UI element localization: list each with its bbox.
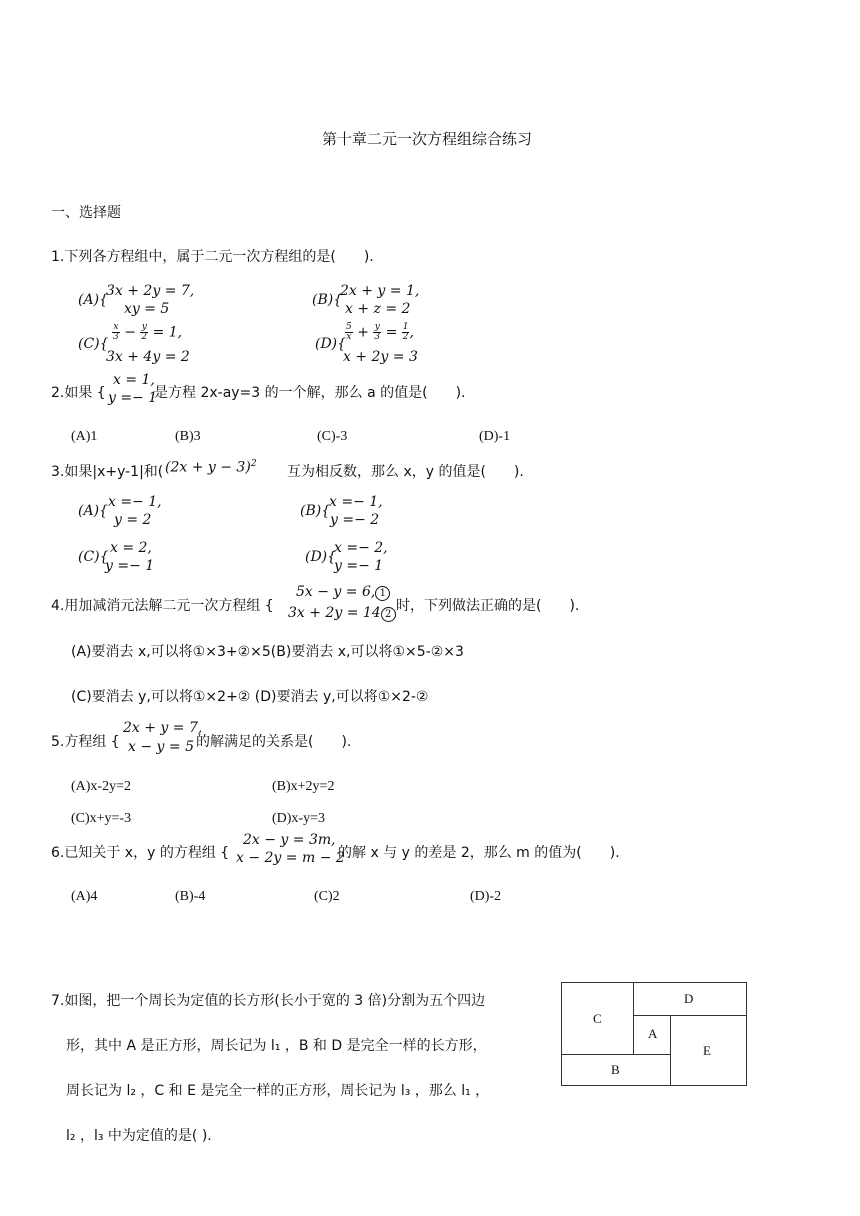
q2-option-a: (A)1	[71, 429, 98, 444]
q2-prefix: 2.如果 {	[51, 385, 106, 401]
q1-d-frac1: $\frac{5}{x}$	[346, 322, 352, 342]
q4-prefix: 4.用加减消元法解二元一次方程组 {	[51, 598, 274, 614]
q6-option-b: (B)-4	[175, 889, 206, 904]
fig-label-d: D	[684, 991, 694, 1006]
q3-suffix: 互为相反数，那么 x，y 的值是( ).	[287, 464, 524, 480]
fig-label-b: B	[611, 1062, 620, 1077]
q2-option-b: (B)3	[175, 429, 201, 444]
q5-line2: x − y = 5	[128, 739, 194, 755]
fig-label-e: E	[703, 1043, 711, 1058]
q1-stem: 1.下列各方程组中，属于二元一次方程组的是( ).	[51, 249, 374, 265]
q4-options-ab: (A)要消去 x,可以将①×3+②×5(B)要消去 x,可以将①×5-②×3	[71, 644, 464, 660]
q6-option-c: (C)2	[314, 889, 340, 904]
q4-stem	[51, 584, 651, 624]
q6-option-d: (D)-2	[470, 889, 502, 904]
q3-prefix: 3.如果|x+y-1|和(	[51, 464, 164, 480]
q2-line2: y =− 1	[108, 390, 158, 406]
q7-line2: 形，其中 A 是正方形，周长记为 l₁ ，B 和 D 是完全一样的长方形，	[66, 1038, 487, 1054]
q4-line1: 5x − y = 6, 1	[296, 584, 390, 601]
q2-suffix: 是方程 2x-ay=3 的一个解，那么 a 的值是( ).	[154, 385, 466, 401]
q1-c-line1: $\frac{x}{3}$ − $\frac{y}{2}$ = 1,	[113, 322, 183, 342]
q3-stem	[51, 455, 611, 481]
q1-d-frac3: $\frac{1}{2}$	[402, 322, 409, 342]
q2-option-c: (C)-3	[317, 429, 348, 444]
q5-prefix: 5.方程组 {	[51, 734, 120, 750]
section-heading: 一、选择题	[51, 205, 121, 221]
q7-figure	[560, 981, 750, 1089]
fig-label-a: A	[648, 1026, 658, 1041]
q7-line1: 7.如图，把一个周长为定值的长方形(长小于宽的 3 倍)分割为五个四边	[51, 993, 486, 1009]
q1-a-line2: xy = 5	[124, 301, 170, 317]
q1-c-line2: 3x + 4y = 2	[106, 349, 190, 365]
q2-line1: x = 1,	[113, 372, 155, 388]
q5-option-b: (B)x+2y=2	[272, 779, 335, 794]
q1-a-label: (A){	[78, 292, 108, 308]
q2-option-d: (D)-1	[479, 429, 511, 444]
q6-suffix: 的解 x 与 y 的差是 2，那么 m 的值为( ).	[338, 845, 620, 861]
fig-label-c: C	[593, 1011, 602, 1026]
q4-options-cd: (C)要消去 y,可以将①×2+② (D)要消去 y,可以将①×2-②	[71, 689, 429, 705]
q1-c-frac2: $\frac{y}{2}$	[141, 322, 148, 342]
q6-stem	[51, 832, 671, 868]
q7-line4: l₂ ，l₃ 中为定值的是( ).	[66, 1128, 212, 1144]
q2-stem	[51, 372, 611, 408]
q1-b-line1: 2x + y = 1,	[340, 283, 420, 299]
page-title: 第十章二元一次方程组综合练习	[322, 130, 533, 148]
q5-option-a: (A)x-2y=2	[71, 779, 131, 794]
q1-c-frac1: $\frac{x}{3}$	[113, 322, 119, 342]
q1-b-label: (B){	[312, 292, 343, 308]
q5-suffix: 的解满足的关系是( ).	[196, 734, 352, 750]
q1-d-label: (D){	[315, 336, 347, 352]
q6-option-a: (A)4	[71, 889, 98, 904]
q6-line2: x − 2y = m − 2	[236, 850, 345, 866]
q1-b-line2: x + z = 2	[345, 301, 411, 317]
q4-suffix: 时，下列做法正确的是( ).	[396, 598, 580, 614]
q4-line2: 3x + 2y = 14 2	[288, 605, 396, 622]
q3-expr: $(2x + y - 3)^2$	[165, 459, 257, 476]
q5-option-c: (C)x+y=-3	[71, 811, 132, 826]
q1-d-frac2: $\frac{y}{3}$	[374, 322, 381, 342]
q7-line3: 周长记为 l₂ ，C 和 E 是完全一样的正方形，周长记为 l₃ ，那么 l₁ ，	[66, 1083, 490, 1099]
q5-stem	[51, 720, 611, 756]
q6-line1: 2x − y = 3m,	[243, 832, 336, 848]
q5-line1: 2x + y = 7,	[123, 720, 203, 736]
q5-option-d: (D)x-y=3	[272, 811, 325, 826]
q6-prefix: 6.已知关于 x，y 的方程组 {	[51, 845, 230, 861]
q1-a-line1: 3x + 2y = 7,	[106, 283, 195, 299]
q1-c-label: (C){	[78, 336, 109, 352]
q1-d-line1: $\frac{5}{x}$ + $\frac{y}{3}$ = $\frac{1}{2}$ ,	[346, 322, 414, 342]
q1-d-line2: x + 2y = 3	[343, 349, 418, 365]
